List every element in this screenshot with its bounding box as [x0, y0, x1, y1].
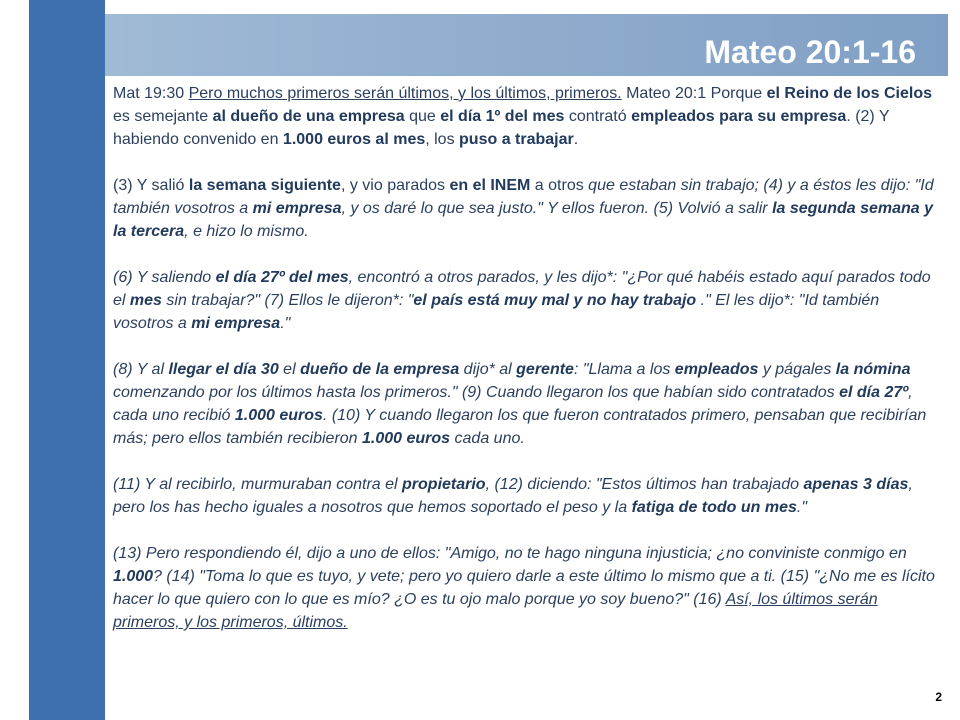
- italic-text: comenzando por los últimos hasta los primeros." (9) Cuando llegaron los que habían sido contratados: [113, 384, 840, 401]
- bold-italic-text: el país está muy mal y no hay trabajo: [413, 292, 697, 309]
- italic-text: , cada uno recibió: [113, 384, 913, 424]
- paragraph-6: [113, 542, 936, 634]
- text-span: Mateo 20:1 Porque: [621, 85, 767, 102]
- italic-text: : "Llama a los: [573, 361, 675, 378]
- passage-text: [113, 82, 936, 657]
- bold-text: 1.000 euros al mes: [282, 131, 426, 148]
- italic-text: el: [278, 361, 301, 378]
- text-span: (3) Y salió: [113, 177, 189, 194]
- italic-text: que estaban sin trabajo; (4) y a éstos les dijo: "Id también vosotros a: [113, 177, 934, 217]
- italic-text: , pero los has hecho iguales a nosotros que hemos soportado el peso y la: [113, 476, 913, 516]
- italic-text: (8) Y al: [113, 361, 169, 378]
- text-span: contrató: [564, 108, 632, 125]
- italic-text: ." El les dijo*: "Id también vosotros a: [113, 292, 880, 332]
- bold-italic-text: el día 27º del mes: [215, 269, 349, 286]
- bold-text: el día 1º del mes: [440, 108, 565, 125]
- bold-italic-text: 1.000 euros: [234, 407, 323, 424]
- bold-italic-text: 1.000 euros: [362, 430, 451, 447]
- bold-italic-text: la segunda semana y la tercera: [113, 200, 934, 240]
- slide-title: Mateo 20:1-16: [704, 34, 916, 70]
- text-span: .: [573, 131, 579, 148]
- italic-text: , y os daré lo que sea justo." Y ellos fueron. (5) Volvió a salir: [341, 200, 773, 217]
- text-span: , los: [425, 131, 460, 148]
- italic-text: y págales: [758, 361, 836, 378]
- italic-text: (11) Y al recibirlo, murmuraban contra el: [113, 476, 403, 493]
- bold-italic-text: el día 27º: [839, 384, 909, 401]
- paragraph-5: [113, 473, 936, 519]
- italic-text: (13) Pero respondiendo él, dijo a uno de ellos: "Amigo, no te hago ninguna injusticia; ¿no conviniste conmigo en: [113, 545, 907, 562]
- italic-text: , (12) diciendo: "Estos últimos han trabajado: [485, 476, 804, 493]
- bold-italic-text: fatiga de todo un mes: [631, 499, 797, 516]
- italic-text: (6) Y saliendo: [113, 269, 216, 286]
- italic-text: dijo* al: [459, 361, 517, 378]
- bold-text: el Reino de los Cielos: [766, 85, 932, 102]
- bold-text: la semana siguiente: [188, 177, 341, 194]
- italic-text: cada uno.: [450, 430, 525, 447]
- bold-italic-text: mi empresa: [191, 315, 281, 332]
- text-span: es semejante: [113, 108, 213, 125]
- italic-text: .": [280, 315, 291, 332]
- paragraph-2: [113, 174, 936, 243]
- left-accent-bar: [29, 0, 105, 720]
- bold-italic-text: gerente: [516, 361, 574, 378]
- text-span: . (2) Y habiendo convenido en: [113, 108, 890, 148]
- bold-text: al dueño de una empresa: [212, 108, 405, 125]
- text-span: , y vio parados: [340, 177, 450, 194]
- bold-italic-text: dueño de la empresa: [300, 361, 460, 378]
- bold-italic-text: apenas 3 días: [803, 476, 909, 493]
- paragraph-4: [113, 358, 936, 450]
- bold-italic-text: propietario: [402, 476, 486, 493]
- bold-text: puso a trabajar: [459, 131, 574, 148]
- bold-italic-text: la nómina: [835, 361, 911, 378]
- underlined-italic-text: Así, los últimos serán primeros, y los primeros, últimos.: [113, 591, 878, 631]
- italic-text: . (10) Y cuando llegaron los que fueron contratados primero, pensaban que recibirían más; pero ellos también recibieron: [113, 407, 927, 447]
- paragraph-1: [113, 82, 936, 151]
- text-span: que: [404, 108, 441, 125]
- bold-text: empleados para su empresa: [631, 108, 847, 125]
- bold-text: en el INEM: [449, 177, 531, 194]
- underlined-text: Pero muchos primeros serán últimos, y los últimos, primeros.: [188, 85, 622, 102]
- italic-text: .": [796, 499, 808, 516]
- paragraph-3: [113, 266, 936, 335]
- bold-italic-text: mes: [129, 292, 162, 309]
- text-span: Mat 19:30: [113, 85, 189, 102]
- bold-italic-text: mi empresa: [252, 200, 342, 217]
- italic-text: , encontró a otros parados, y les dijo*: "¿Por qué habéis estado aquí parados todo el: [113, 269, 931, 309]
- bold-italic-text: empleados: [674, 361, 759, 378]
- page-number: 2: [935, 690, 942, 704]
- text-span: a otros: [530, 177, 589, 194]
- italic-text: sin trabajar?" (7) Ellos le dijeron*: ": [161, 292, 414, 309]
- bold-italic-text: 1.000: [113, 568, 154, 585]
- italic-text: , e hizo lo mismo.: [184, 223, 309, 240]
- bold-italic-text: llegar el día 30: [168, 361, 279, 378]
- italic-text: ? (14) "Toma lo que es tuyo, y vete; pero yo quiero darle a este último lo mismo que a ti. (15) "¿No me es lícito hacer lo que quiero con lo que es mío? ¿O es tu ojo malo porque yo soy bueno?" (16): [113, 568, 935, 608]
